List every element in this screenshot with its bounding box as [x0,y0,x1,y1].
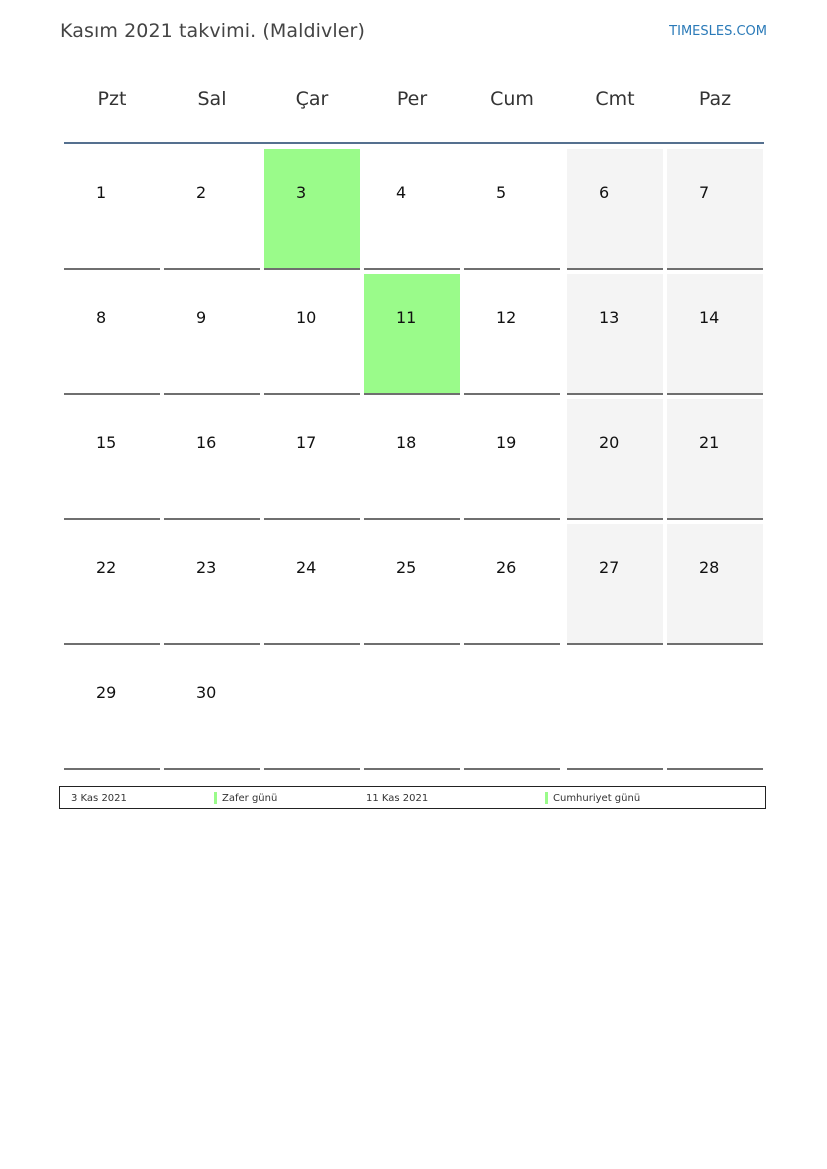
day-number: 21 [699,433,720,452]
day-cell [667,149,763,270]
day-number: 11 [396,308,417,327]
day-cell [164,274,260,395]
day-number: 15 [96,433,117,452]
weekday-label: Pzt [97,88,127,110]
day-number: 27 [599,558,620,577]
day-cell [164,399,260,520]
day-number: 25 [396,558,417,577]
day-cell [164,149,260,270]
day-number: 5 [496,183,507,202]
header-divider [64,142,764,144]
empty-day-cell [567,649,663,770]
day-cell [264,274,360,395]
holiday-legend [59,786,766,809]
empty-day-cell [264,649,360,770]
day-cell [667,524,763,645]
day-cell [64,149,160,270]
day-number: 23 [196,558,217,577]
day-number: 17 [296,433,317,452]
day-cell [64,274,160,395]
day-number: 12 [496,308,517,327]
day-number: 16 [196,433,217,452]
day-cell [364,274,460,395]
day-cell [567,149,663,270]
holiday-color-marker [214,792,217,804]
weekday-label: Per [396,88,428,110]
brand-link[interactable]: TIMESLES.COM [669,24,767,39]
day-number: 29 [96,683,117,702]
day-cell [464,274,560,395]
weekday-label: Cmt [595,88,635,110]
legend-date: 3 Kas 2021 [71,793,127,804]
day-number: 28 [699,558,720,577]
empty-day-cell [364,649,460,770]
day-cell [464,149,560,270]
legend-holiday-name: Cumhuriyet günü [553,793,641,804]
day-number: 26 [496,558,517,577]
day-number: 19 [496,433,517,452]
day-number: 8 [96,308,107,327]
day-cell [464,524,560,645]
day-number: 14 [699,308,720,327]
day-cell [364,524,460,645]
weekday-label: Cum [490,88,534,110]
day-number: 4 [396,183,407,202]
weekday-label: Çar [295,88,329,110]
weekday-label: Sal [197,88,227,110]
day-cell [667,399,763,520]
day-number: 22 [96,558,117,577]
day-cell [567,524,663,645]
day-number: 18 [396,433,417,452]
calendar-grid [64,149,764,774]
day-cell [164,649,260,770]
day-number: 7 [699,183,710,202]
day-cell [64,524,160,645]
day-number: 9 [196,308,207,327]
weekday-label: Paz [698,88,732,110]
legend-holiday-name: Zafer günü [222,793,278,804]
day-number: 3 [296,183,307,202]
day-number: 2 [196,183,207,202]
day-cell [567,399,663,520]
holiday-color-marker [545,792,548,804]
day-cell [364,149,460,270]
empty-day-cell [464,649,560,770]
day-number: 10 [296,308,317,327]
day-number: 20 [599,433,620,452]
day-cell [264,524,360,645]
day-cell [264,399,360,520]
day-number: 30 [196,683,217,702]
day-cell [364,399,460,520]
day-cell [64,649,160,770]
day-number: 1 [96,183,107,202]
day-cell [264,149,360,270]
day-cell [567,274,663,395]
weekday-header [64,88,764,120]
page-title: Kasım 2021 takvimi. (Maldivler) [60,20,365,42]
day-cell [464,399,560,520]
day-cell [64,399,160,520]
day-number: 6 [599,183,610,202]
legend-date: 11 Kas 2021 [366,793,429,804]
day-number: 24 [296,558,317,577]
day-number: 13 [599,308,620,327]
empty-day-cell [667,649,763,770]
day-cell [164,524,260,645]
day-cell [667,274,763,395]
